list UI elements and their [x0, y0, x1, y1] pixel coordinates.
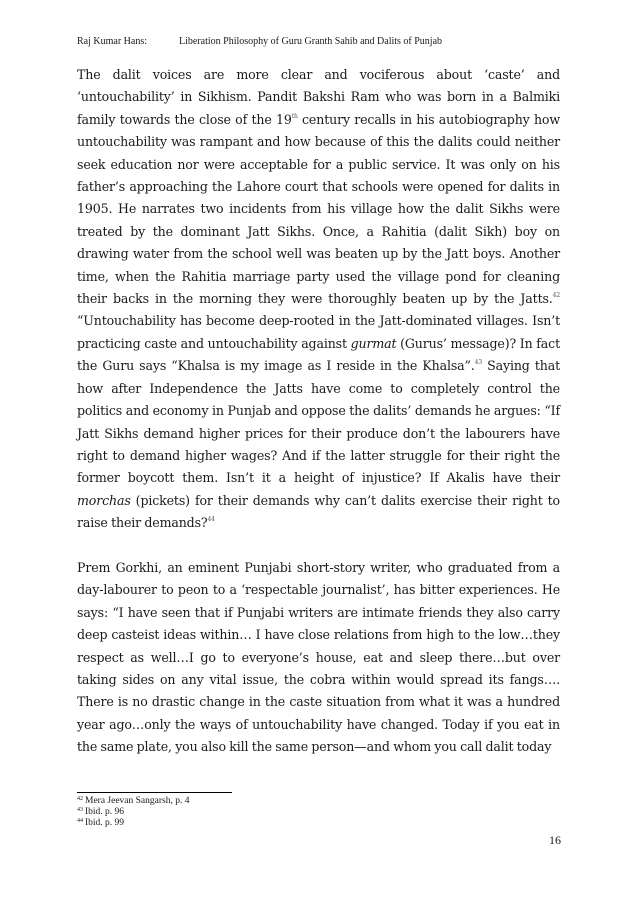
footnote-number: 44 [77, 818, 83, 824]
p1-text-2: century recalls in his autobiography how untouchability was rampant and how because of this the dalits could neither seek education nor were acceptable for a public service. It was only on his father’s approaching the Lahore court that schools were opened for dalits in 1905. He narrates two incidents from his village how the dalit Sikhs were treated by the dominant Jatt Sikhs. Once, a Rahitia (dalit Sikh) boy on drawing water from the school well was beaten up by the Jatt boys. Another time, when the Rahitia marriage party used the village pond for cleaning their backs in the morning they were thoroughly beaten up by the Jatts. [77, 111, 560, 307]
header-title: Liberation Philosophy of Guru Granth Sahib and Dalits of Punjab [179, 36, 443, 47]
p1-text-3: “Untouchability has become deep-rooted in the Jatt-dominated villages. Isn’t practicing caste and untouchability against [77, 313, 560, 351]
italic-term-morchas: morchas [77, 492, 131, 508]
footnote-text: Mera Jeevan Sangarsh, p. 4 [85, 796, 190, 806]
header-author: Raj Kumar Hans: [77, 36, 147, 47]
p1-text-5: Saying that how after Independence the Jatts have come to completely control the politics and economy in Punjab and oppose the dalits’ demands he argues: “If Jatt Sikhs demand higher prices for their produce don’t the labourers have right to demand higher wages? And if the latter struggle for their right the former boycott them. Isn’t it a height of injustice? If Akalis have their [77, 358, 561, 486]
footnote-number: 43 [77, 807, 83, 813]
footnote-ref-44: 44 [207, 516, 215, 524]
ordinal-superscript: th [291, 112, 298, 120]
body-text [77, 64, 560, 759]
footnote-ref-42: 42 [552, 292, 560, 300]
page-number: 16 [549, 833, 561, 847]
footnote-number: 42 [77, 796, 83, 802]
footnote-divider [77, 792, 232, 793]
p1-text-4: (Gurus’ message)? In fact the Guru says “Khalsa is my image as I reside in the Khalsa”. [77, 335, 560, 374]
footnote-item [77, 807, 377, 818]
footnote-item [77, 796, 377, 807]
italic-term-gurmat: gurmat [350, 335, 397, 351]
footnotes [77, 796, 377, 829]
footnote-ref-43: 43 [474, 359, 482, 367]
running-header [77, 36, 567, 48]
p1-text-6: (pickets) for their demands why can’t dalits exercise their right to raise their demands? [77, 492, 560, 531]
footnote-text: Ibid. p. 99 [85, 818, 125, 828]
footnote-text: Ibid. p. 96 [85, 807, 125, 817]
p1-text-1: The dalit voices are more clear and vociferous about ‘caste’ and ‘untouchability’ in Sikhism. Pandit Bakshi Ram who was born in a Balmiki family towards the close of the 19 [77, 67, 560, 127]
footnote-item [77, 818, 377, 829]
paragraph-2: Prem Gorkhi, an eminent Punjabi short-story writer, who graduated from a day-labourer to peon to a ‘respectable journalist’, has bitter experiences. He says: “I have seen that if Punjabi writers are intimate friends they also carry deep casteist ideas within… I have close relations from high to the low…they respect as well…I go to everyone’s house, eat and sleep there…but over taking sides on any vital issue, the cobra within would spread its fangs…. There is no drastic change in the caste situation from what it was a hundred year ago…only the ways of untouchability have changed. Today if you eat in the same plate, you also kill the same person—and whom you call dalit today [77, 559, 560, 755]
paragraph-1 [77, 64, 560, 535]
